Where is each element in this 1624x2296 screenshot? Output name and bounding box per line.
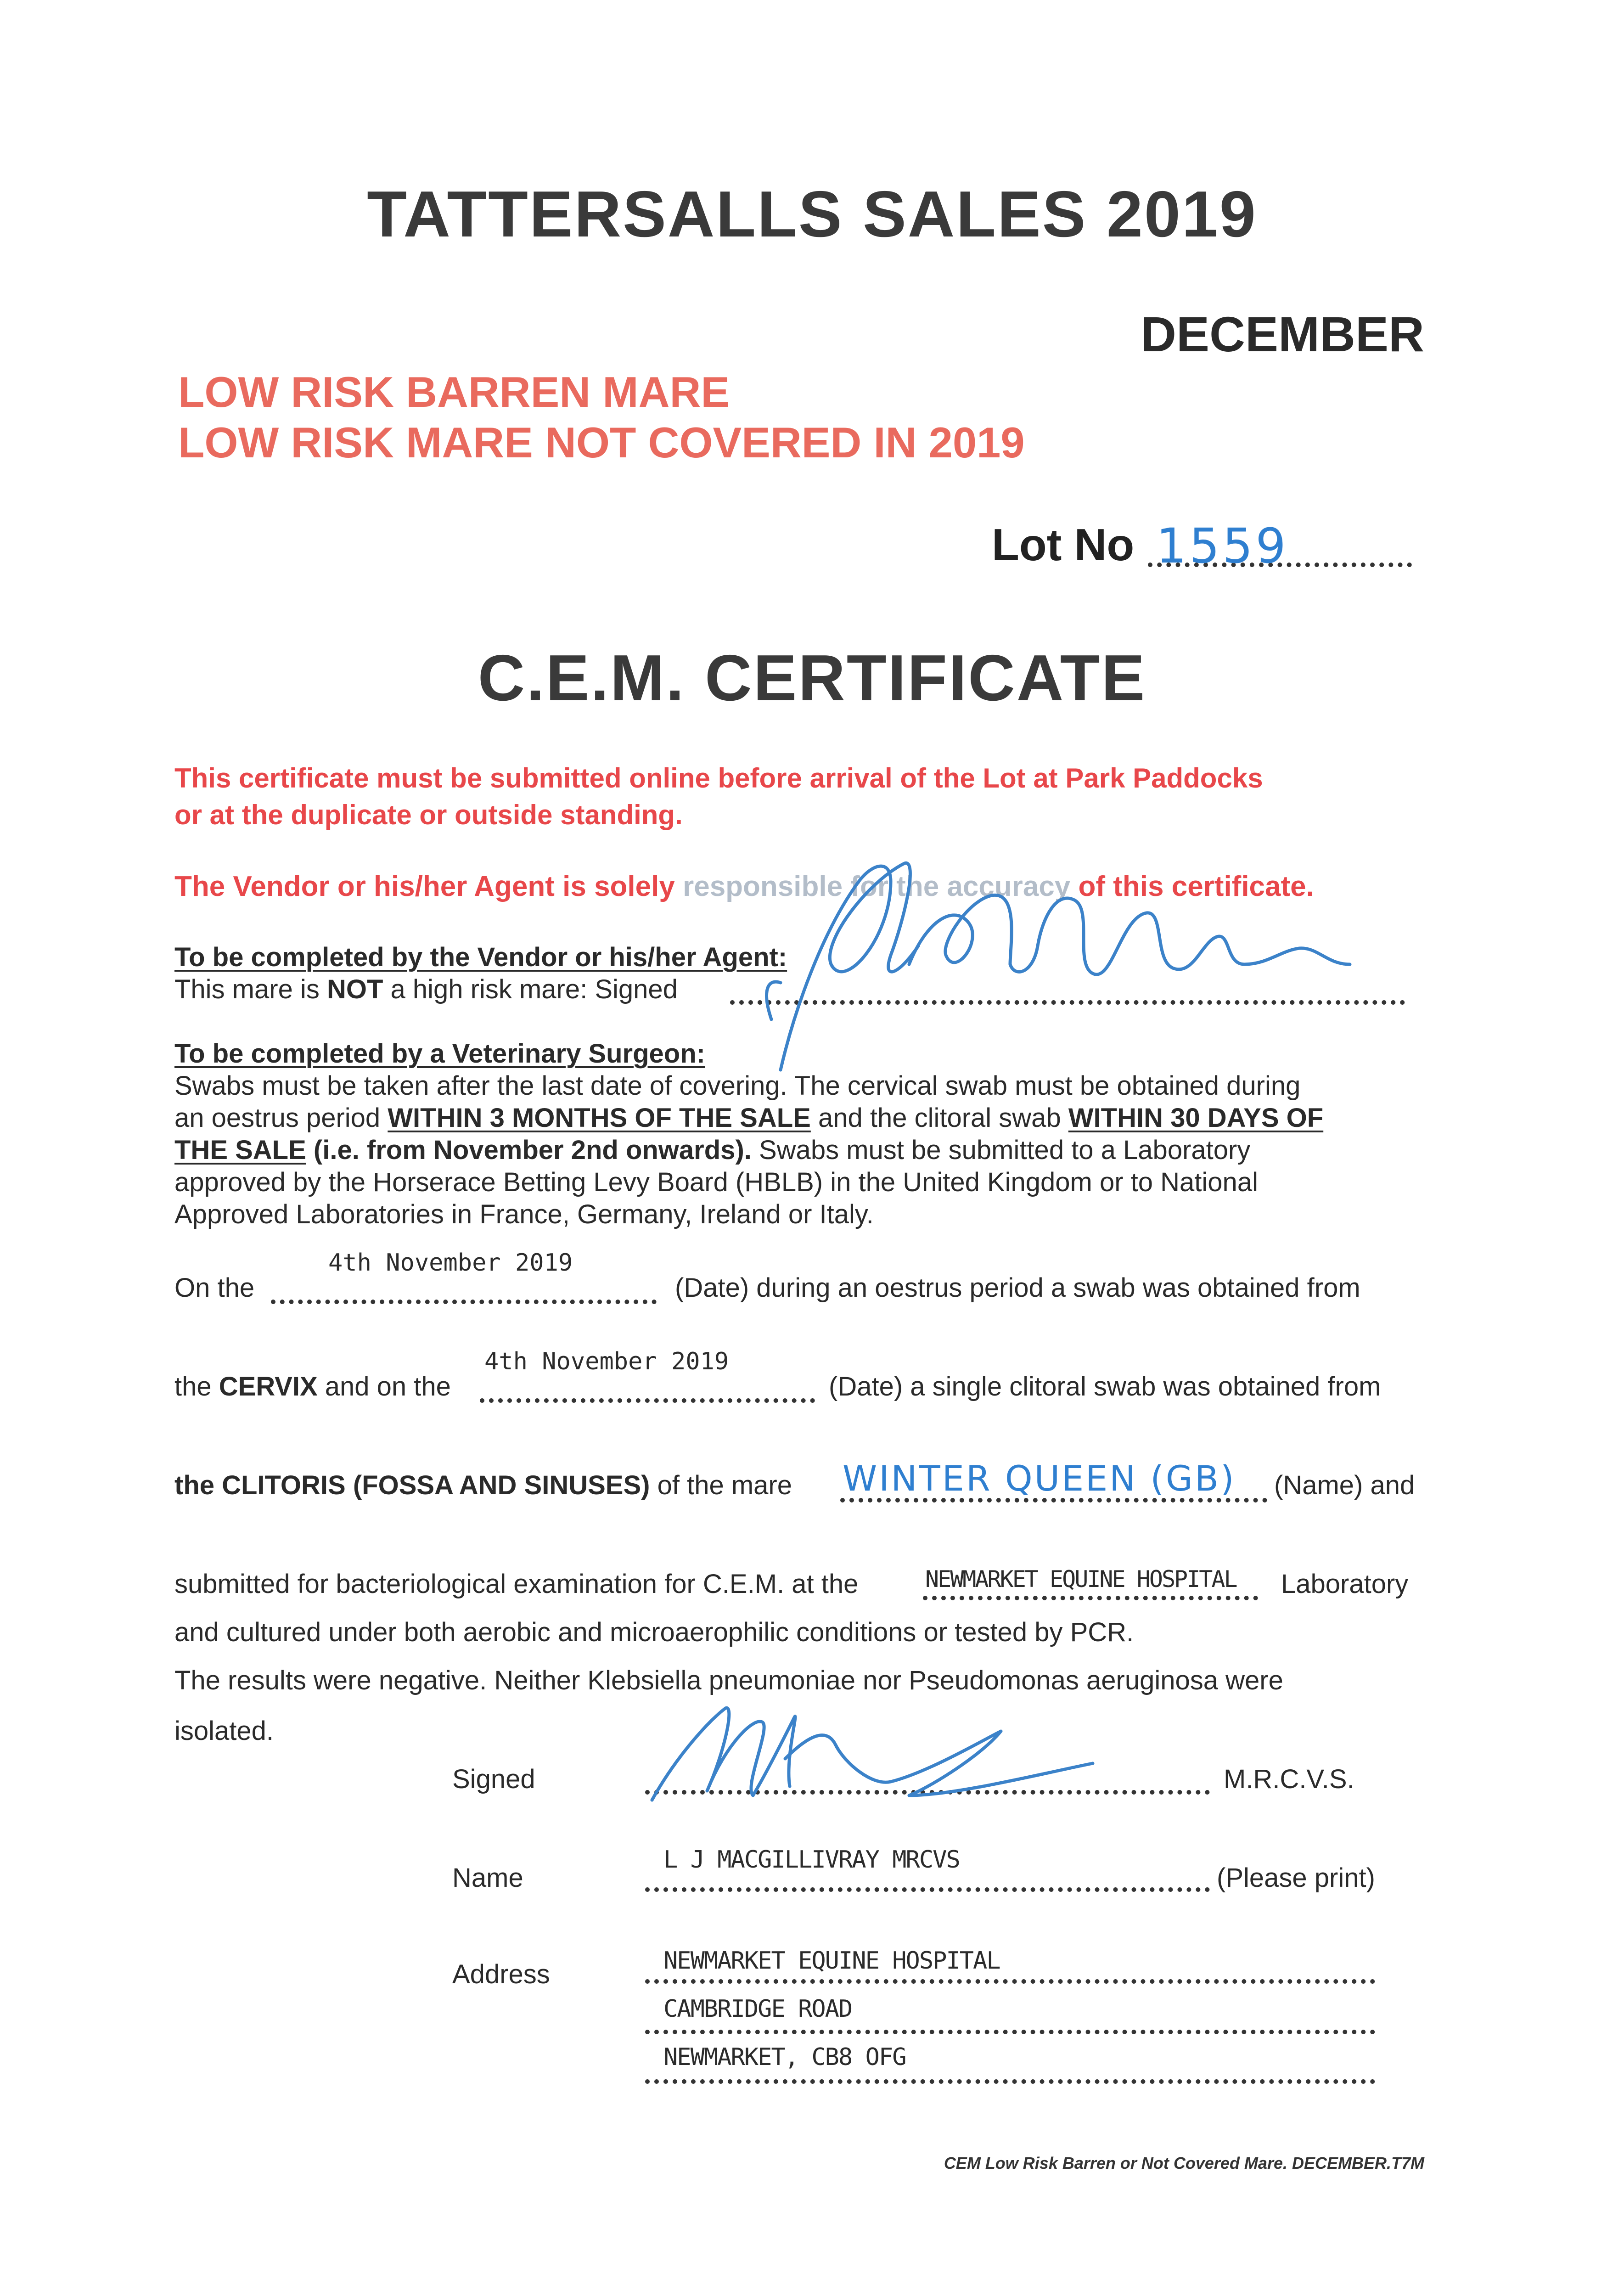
risk-category-1: LOW RISK BARREN MARE [178,368,730,416]
lot-number-label: Lot No [992,519,1135,570]
clitoral-swab-date: 4th November 2019 [484,1348,729,1375]
vendor-statement-pre: This mare is [174,974,327,1004]
vet-signed-label: Signed [452,1764,535,1794]
submission-notice-line-2: or at the duplicate or outside standing. [174,799,683,830]
risk-category-2: LOW RISK MARE NOT COVERED IN 2019 [178,418,1025,467]
address-line-3-text: NEWMARKET, CB8 OFG [663,2043,906,2071]
submission-notice-line-1: This certificate must be submitted online before arrival of the Lot at Park Paddocks [174,763,1263,793]
vet-line-2-c: and the clitoral swab [810,1103,1068,1133]
vet-instructions-line-1: Swabs must be taken after the last date of covering. The cervical swab must be obtained during [174,1071,1301,1101]
on-the-label: On the [174,1273,255,1303]
sale-month: DECEMBER [1140,306,1424,362]
vendor-section-heading [174,941,787,974]
address-line-2 [645,2030,1375,2034]
vet-section-heading [174,1038,705,1070]
vet-signature [634,1681,1185,1818]
please-print-label: (Please print) [1217,1863,1375,1893]
vet-instructions-line-3 [174,1134,1423,1166]
mare-name: WINTER QUEEN (GB) [843,1458,1236,1499]
vet-printed-name: L J MACGILLIVRAY MRCVS [663,1846,960,1874]
vendor-notice-part-1: The Vendor or his/her Agent is solely [174,871,683,902]
address-line-3 [645,2079,1375,2084]
clitoris-text: the CLITORIS (FOSSA AND SINUSES) [174,1470,650,1500]
results-text: The results were negative. Neither Klebsiella pneumoniae nor Pseudomonas aeruginosa were [174,1666,1283,1695]
vet-line-3-a: THE SALE [174,1135,306,1165]
address-line-2-text: CAMBRIDGE ROAD [663,1995,852,2023]
submitted-text: submitted for bacteriological examination for C.E.M. at the [174,1569,859,1599]
lab-name-line [923,1596,1258,1600]
vendor-statement [174,974,678,1006]
cervix-date-line [271,1300,657,1304]
vet-instructions-line-5: Approved Laboratories in France, Germany, Ireland or Italy. [174,1199,874,1229]
mrcvs-label: M.R.C.V.S. [1224,1764,1354,1794]
address-label: Address [452,1959,550,1989]
address-line-1-text: NEWMARKET EQUINE HOSPITAL [663,1947,1000,1975]
cervix-line [174,1371,451,1403]
clitoris-line [174,1469,792,1502]
cervix-swab-date: 4th November 2019 [328,1249,573,1277]
vet-heading-text: To be completed by a Veterinary Surgeon: [174,1039,705,1069]
date-suffix-1: (Date) during an oestrus period a swab was obtained from [675,1273,1360,1303]
vet-instructions-line-2 [174,1102,1423,1134]
document-title: TATTERSALLS SALES 2019 [367,178,1257,251]
cultured-text: and cultured under both aerobic and microaerophilic conditions or tested by PCR. [174,1617,1134,1647]
vet-line-2-d: WITHIN 30 DAYS OF [1068,1103,1324,1133]
address-line-1 [645,1979,1375,1984]
isolated-text: isolated. [174,1716,274,1746]
vet-line-3-b: (i.e. from November 2nd onwards). [306,1135,752,1165]
vendor-statement-post: a high risk mare: Signed [383,974,678,1004]
vendor-notice-faded: responsible for the accuracy [683,871,1071,902]
vendor-statement-not: NOT [326,974,383,1004]
of-the-mare-text: of the mare [650,1470,792,1500]
vet-line-2-b: WITHIN 3 MONTHS OF THE SALE [388,1103,811,1133]
vendor-signature [753,827,1423,1084]
vet-instructions-line-4: approved by the Horserace Betting Levy Board (HBLB) in the United Kingdom or to National [174,1167,1258,1197]
and-on-the-text: and on the [317,1372,451,1401]
name-suffix: (Name) and [1274,1470,1415,1500]
vet-instructions [174,1070,1423,1231]
vendor-heading-text: To be completed by the Vendor or his/her Agent: [174,942,787,972]
laboratory-name: NEWMARKET EQUINE HOSPITAL [925,1566,1236,1593]
vet-line-2-a: an oestrus period [174,1103,388,1133]
vet-name-label: Name [452,1863,523,1893]
lot-number-value: 1559 [1156,518,1289,574]
cervix-text: CERVIX [219,1372,318,1401]
clitoral-date-line [480,1398,815,1403]
date-suffix-2: (Date) a single clitoral swab was obtained from [829,1372,1381,1401]
certificate-title: C.E.M. CERTIFICATE [478,642,1146,715]
the-text: the [174,1372,219,1401]
footer-reference: CEM Low Risk Barren or Not Covered Mare. DECEMBER.T7M [944,2154,1424,2172]
vet-line-3-c: Swabs must be submitted to a Laboratory [751,1135,1251,1165]
laboratory-text: Laboratory [1281,1569,1409,1599]
vet-name-line [645,1887,1210,1892]
vendor-notice-part-2: of this certificate. [1070,871,1314,902]
